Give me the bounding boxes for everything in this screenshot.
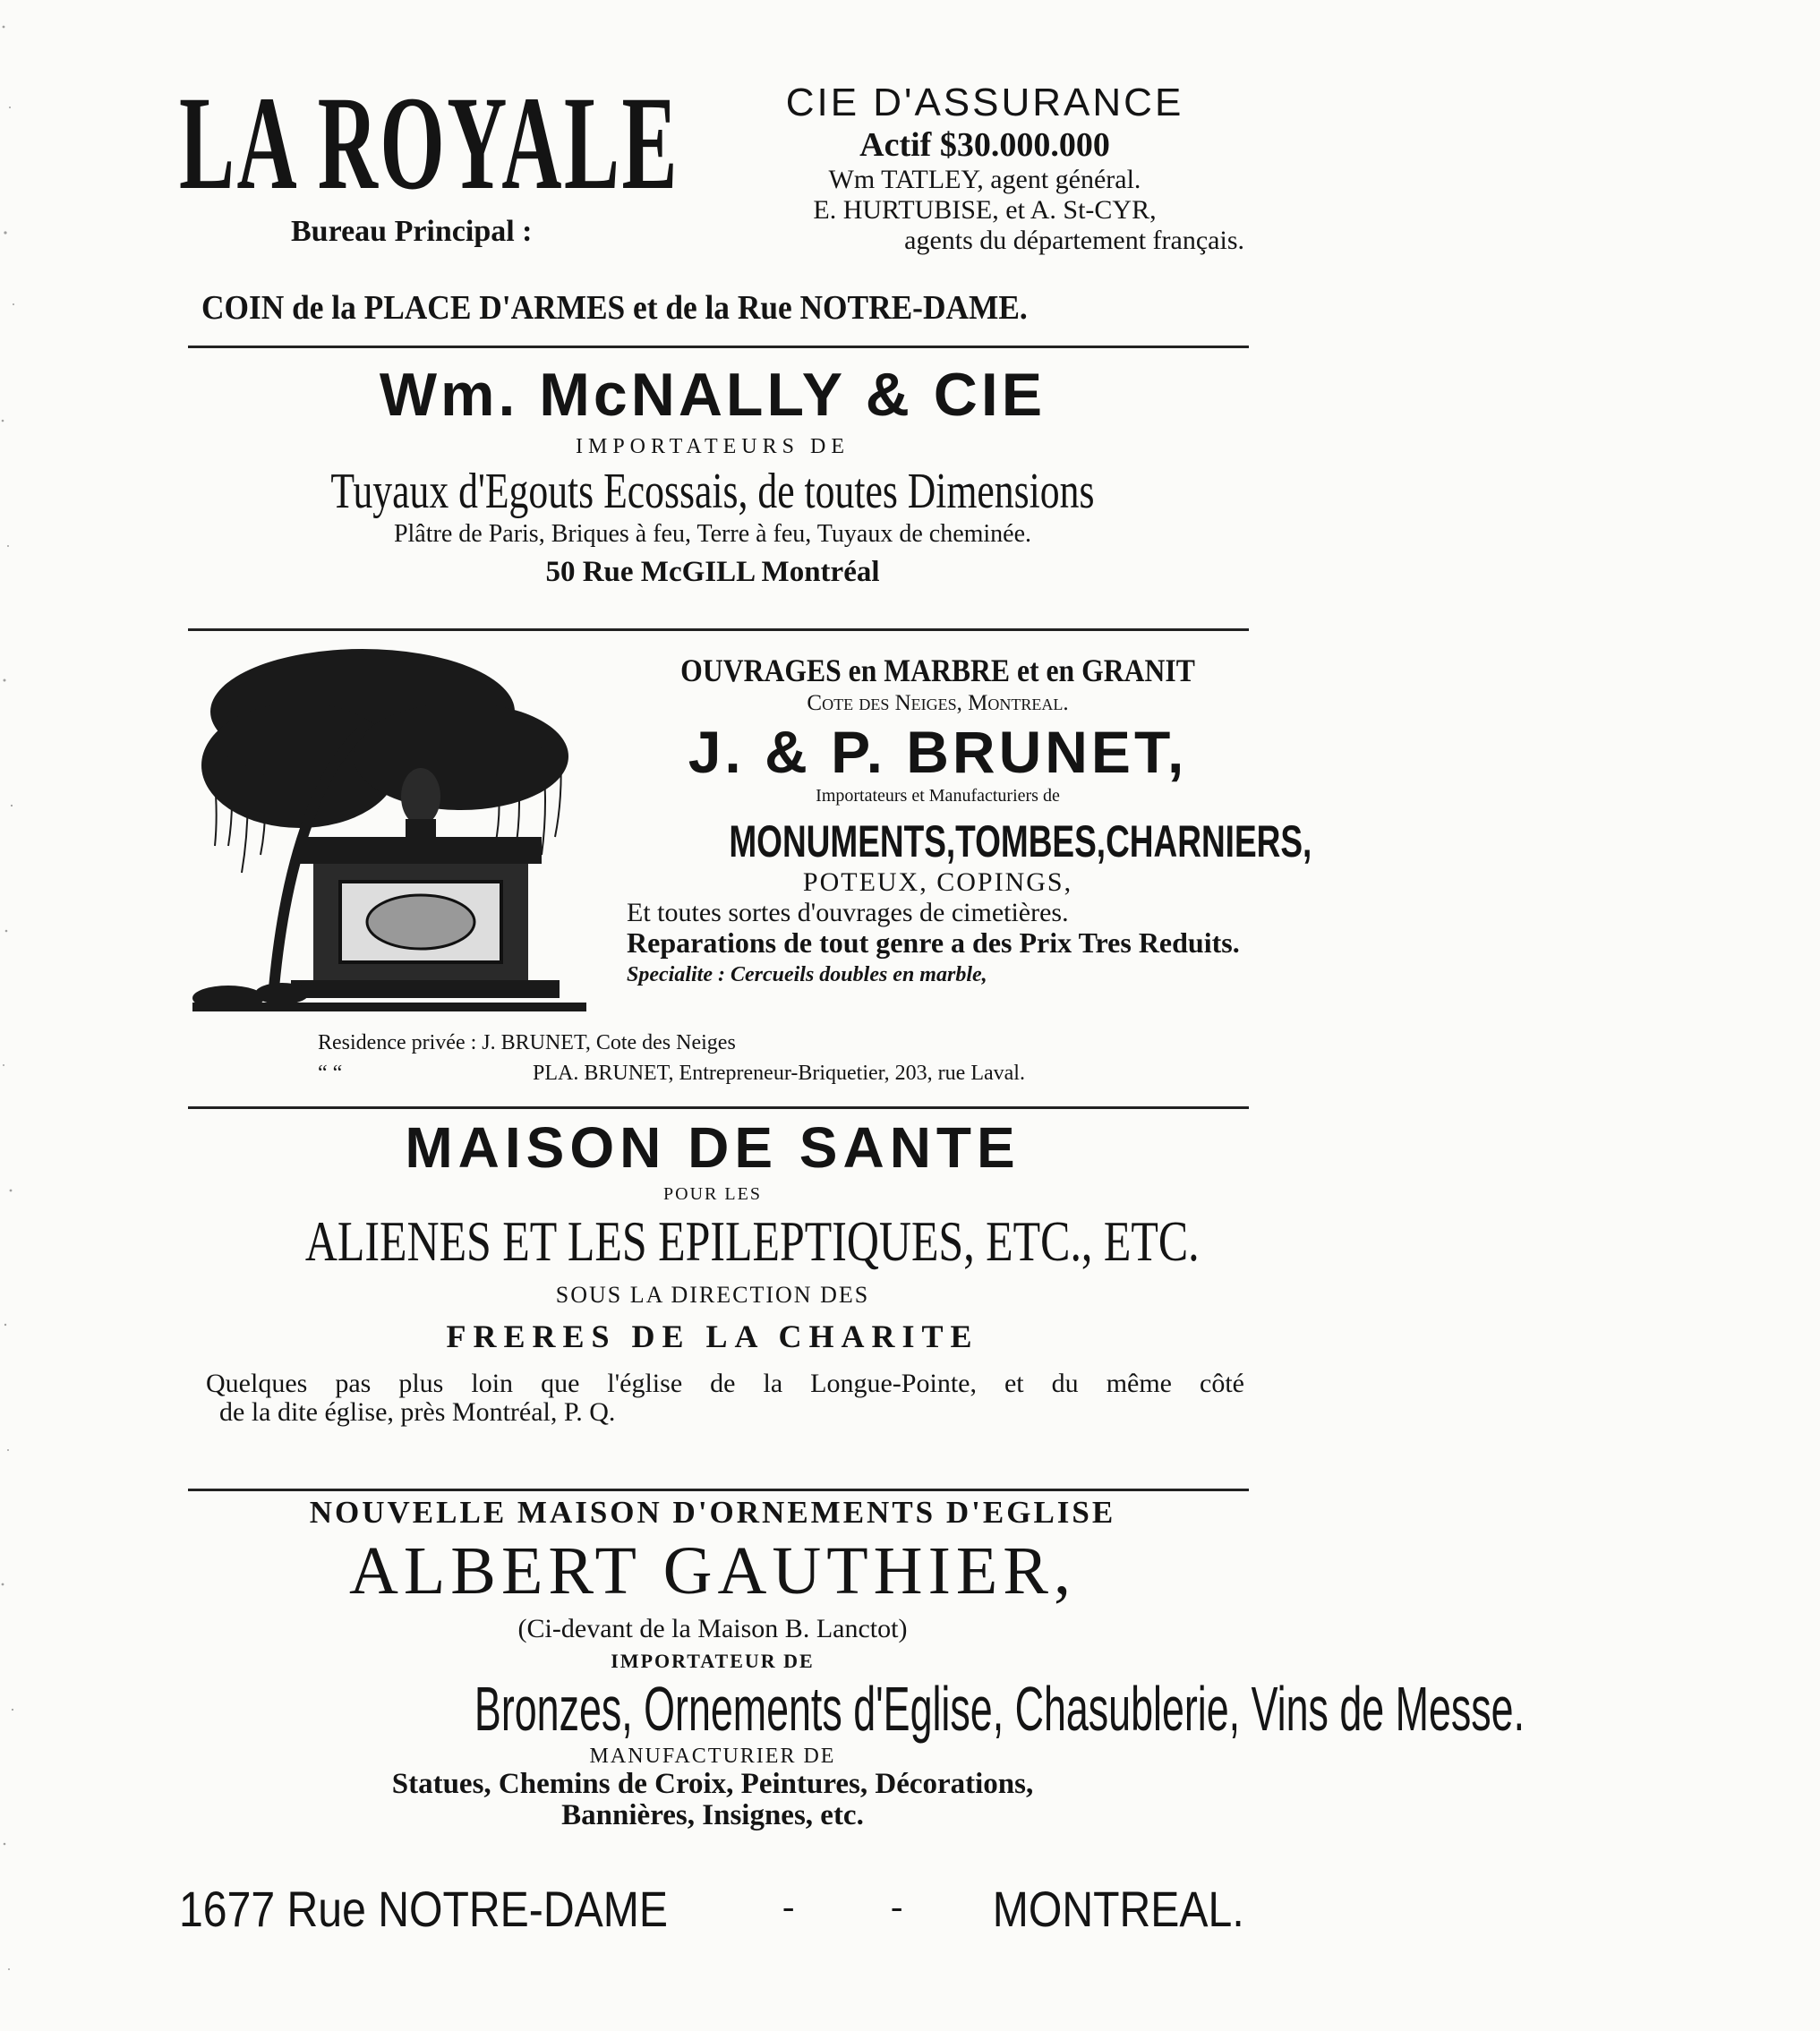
brunet-importateurs: Importateurs et Manufacturiers de bbox=[816, 786, 1060, 806]
brunet-toutes: Et toutes sortes d'ouvrages de cimetières. bbox=[627, 898, 1069, 927]
brunet-ouvrages: OUVRAGES en MARBRE et en GRANIT bbox=[680, 653, 1195, 688]
maison-freres: FRERES DE LA CHARITE bbox=[446, 1318, 979, 1354]
mcnally-name: Wm. McNALLY & CIE bbox=[379, 361, 1047, 429]
company-type: CIE D'ASSURANCE bbox=[785, 81, 1184, 124]
maison-location-line-2: de la dite église, près Montréal, P. Q. bbox=[219, 1396, 616, 1427]
mcnally-sub-products: Plâtre de Paris, Briques à feu, Terre à feu, Tuyaux de cheminée. bbox=[393, 520, 1032, 548]
brunet-residence-2 bbox=[318, 1062, 1025, 1086]
maison-sante-ad bbox=[179, 1114, 1246, 1426]
agents-line-1: E. HURTUBISE, et A. St-CYR, bbox=[813, 195, 1157, 225]
maison-pour: POUR LES bbox=[663, 1184, 762, 1204]
insurance-company-block bbox=[716, 81, 1253, 256]
gauthier-products: Bronzes, Ornements d'Eglise, Chasublerie, Vins de Messe. bbox=[474, 1674, 1525, 1744]
actif-amount: Actif $30.000.000 bbox=[859, 126, 1110, 164]
gauthier-name: ALBERT GAUTHIER, bbox=[349, 1533, 1076, 1609]
divider-2 bbox=[188, 628, 1249, 631]
gauthier-nouvelle: NOUVELLE MAISON D'ORNEMENTS D'EGLISE bbox=[309, 1495, 1116, 1530]
address-dash-2: - bbox=[891, 1886, 903, 1926]
scan-edge-speckle bbox=[0, 0, 20, 2031]
address-dash-1: - bbox=[782, 1886, 795, 1926]
la-royale-title: LA ROYALE bbox=[179, 69, 679, 218]
agents-line-2: agents du département français. bbox=[904, 226, 1244, 255]
willow-monument-icon bbox=[192, 640, 586, 1016]
divider-1 bbox=[188, 346, 1249, 348]
gauthier-bannieres: Bannières, Insignes, etc. bbox=[561, 1798, 864, 1831]
mcnally-address: 50 Rue McGILL Montréal bbox=[545, 556, 880, 588]
agent-general: Wm TATLEY, agent général. bbox=[828, 165, 1141, 194]
divider-4 bbox=[188, 1489, 1249, 1491]
brunet-ad-text bbox=[627, 652, 1312, 987]
brunet-name: J. & P. BRUNET, bbox=[688, 719, 1188, 785]
brunet-products: MONUMENTS,TOMBES,CHARNIERS, bbox=[729, 816, 1312, 866]
ditto-marks: “ “ bbox=[318, 1062, 343, 1085]
gauthier-manufacturier: MANUFACTURIER DE bbox=[589, 1745, 836, 1768]
brunet-reparations: Reparations de tout genre a des Prix Tres Reduits. bbox=[627, 926, 1240, 959]
divider-3 bbox=[188, 1106, 1249, 1109]
gauthier-address: 1677 Rue NOTRE-DAME bbox=[179, 1881, 668, 1937]
mcnally-importateurs: IMPORTATEURS DE bbox=[576, 435, 850, 458]
maison-sante-name: MAISON DE SANTE bbox=[405, 1115, 1021, 1180]
gauthier-statues: Statues, Chemins de Croix, Peintures, Décorations, bbox=[391, 1768, 1034, 1800]
brunet-residence-1: Residence privée : J. BRUNET, Cote des Neiges bbox=[318, 1031, 736, 1054]
brunet-residence-2-text: PLA. BRUNET, Entrepreneur-Briquetier, 203, rue Laval. bbox=[533, 1062, 1025, 1085]
gauthier-importateur: IMPORTATEUR DE bbox=[611, 1650, 815, 1672]
maison-location-line-1: Quelques pas plus loin que l'église de la Longue-Pointe, et du même côté bbox=[206, 1369, 1244, 1398]
brunet-poteaux: POTEUX, COPINGS, bbox=[802, 867, 1073, 897]
mcnally-product: Tuyaux d'Egouts Ecossais, de toutes Dimensions bbox=[330, 464, 1095, 519]
mcnally-ad bbox=[179, 358, 1246, 589]
brunet-specialite: Specialite : Cercueils doubles en marble, bbox=[627, 962, 987, 986]
bureau-principal-label: Bureau Principal : bbox=[291, 215, 533, 248]
maison-sous: SOUS LA DIRECTION DES bbox=[555, 1282, 870, 1308]
gauthier-address-row bbox=[179, 1880, 1244, 1942]
maison-alienes: ALIENES ET LES EPILEPTIQUES, ETC., ETC. bbox=[304, 1209, 1200, 1273]
royale-address: COIN de la PLACE D'ARMES et de la Rue NOTRE-DAME. bbox=[201, 289, 1028, 327]
brunet-location: Cote des Neiges, Montreal. bbox=[807, 691, 1069, 715]
gauthier-ad bbox=[179, 1495, 1525, 1831]
gauthier-ci-devant: (Ci-devant de la Maison B. Lanctot) bbox=[517, 1614, 908, 1643]
gauthier-city: MONTREAL. bbox=[993, 1881, 1244, 1937]
